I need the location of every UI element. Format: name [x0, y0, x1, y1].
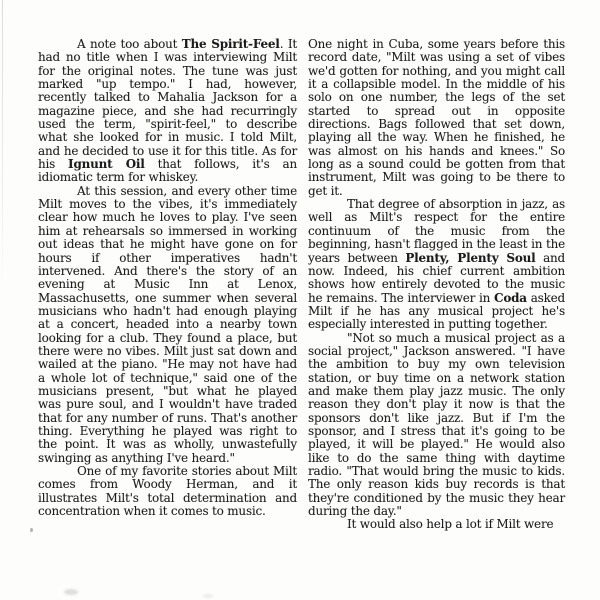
text-segment: A note too about: [77, 37, 182, 51]
text-segment: One of my favorite stories about Milt comes from Woody Herman, and it illustrates Milt's total determination and concentration when it comes to music.: [38, 464, 297, 519]
scan-speck-artifact: [30, 528, 33, 532]
paragraph: [38, 185, 297, 465]
title-emphasis: The Spirit-Feel: [181, 37, 280, 51]
title-emphasis: Ignunt Oil: [68, 157, 145, 172]
text-segment: At this session, and every other time Milt moves to the vibes, it's immediately clear how much he loves to play. I've seen him at rehearsals so immersed in working out ideas that he might have gone on for hours if other imperatives hadn't intervened. And there's the story of an evening at Music Inn at Lenox, Massachusetts, one summer when several musicians who hadn't had enough playing at a concert, headed into a nearby town looking for a club. They found a place, but there were no vibes. Milt just sat down and wailed at the piano. "He may not have had a whole lot of technique," said one of the musicians present, "but what he played was pure soul, and I wouldn't have traded that for any number of runs. That's another thing. Everything he played was right to the point. It was as wholly, unwastefully swinging as anything I've heard.": [38, 183, 297, 465]
text-segment: asked Milt if he has any musical project he's especially interested in putting together.: [308, 290, 565, 332]
text-segment: . It had no title when I was interviewing Milt for the original notes. The tune was just marked "up tempo." I had, however, recently talked to Mahalia Jackson for a magazine piece, and she had recurringly used the term, "spirit-feel," to describe what she looked for in music. I told Milt, and he decided to use it for this title. As for his: [38, 37, 298, 172]
paragraph: [308, 332, 565, 519]
text-columns: [38, 38, 565, 532]
title-emphasis: Plenty, Plenty Soul: [405, 250, 536, 265]
text-segment: One night in Cuba, some years before this record date, "Milt was using a set of vibes we'd gotten for nothing, and you might call it a collapsible model. In the middle of his solo on one number, the legs of the set started to spread out in opposite directions. Bags followed that set down, playing all the way. When he finished, he was almost on his hands and knees." So long as a sound could be gotten from that instrument, Milt was going to be there to get it.: [308, 37, 565, 198]
scan-edge-line-artifact: [2, 0, 3, 285]
text-segment: that follows, it's an idiomatic term for whiskey.: [38, 157, 297, 185]
text-segment: It would also help a lot if Milt were: [347, 517, 554, 532]
text-segment: "Not so much a musical project as a social project," Jackson answered. "I have the ambition to buy my own television station, or buy time on a network station and make them play jazz music. The only reason they don't play it now is that the sponsors don't like jazz. But if I'm the sponsor, and I stress that it's going to be played, it will be played." He would also like to do the same thing with daytime radio. "That would bring the music to kids. The only reason kids buy records is that they're conditioned by the music they hear during the day.": [308, 330, 565, 519]
paragraph: [308, 38, 565, 198]
scan-smudge-artifact: [203, 594, 213, 598]
title-emphasis: Coda: [494, 290, 527, 305]
text-segment: and now. Indeed, his chief current ambition shows how entirely devoted to the music he remains. The interviewer in: [308, 250, 565, 305]
paragraph: [308, 198, 565, 331]
paragraph: [308, 518, 565, 531]
column-left: [38, 38, 297, 532]
column-right: [308, 38, 565, 532]
scan-smudge-artifact: [64, 589, 78, 595]
paragraph: [38, 465, 297, 518]
text-segment: That degree of absorption in jazz, as well as Milt's respect for the entire continuum of the music from the beginning, hasn't flagged in the least in the years between: [308, 197, 565, 265]
paragraph: [38, 38, 297, 185]
